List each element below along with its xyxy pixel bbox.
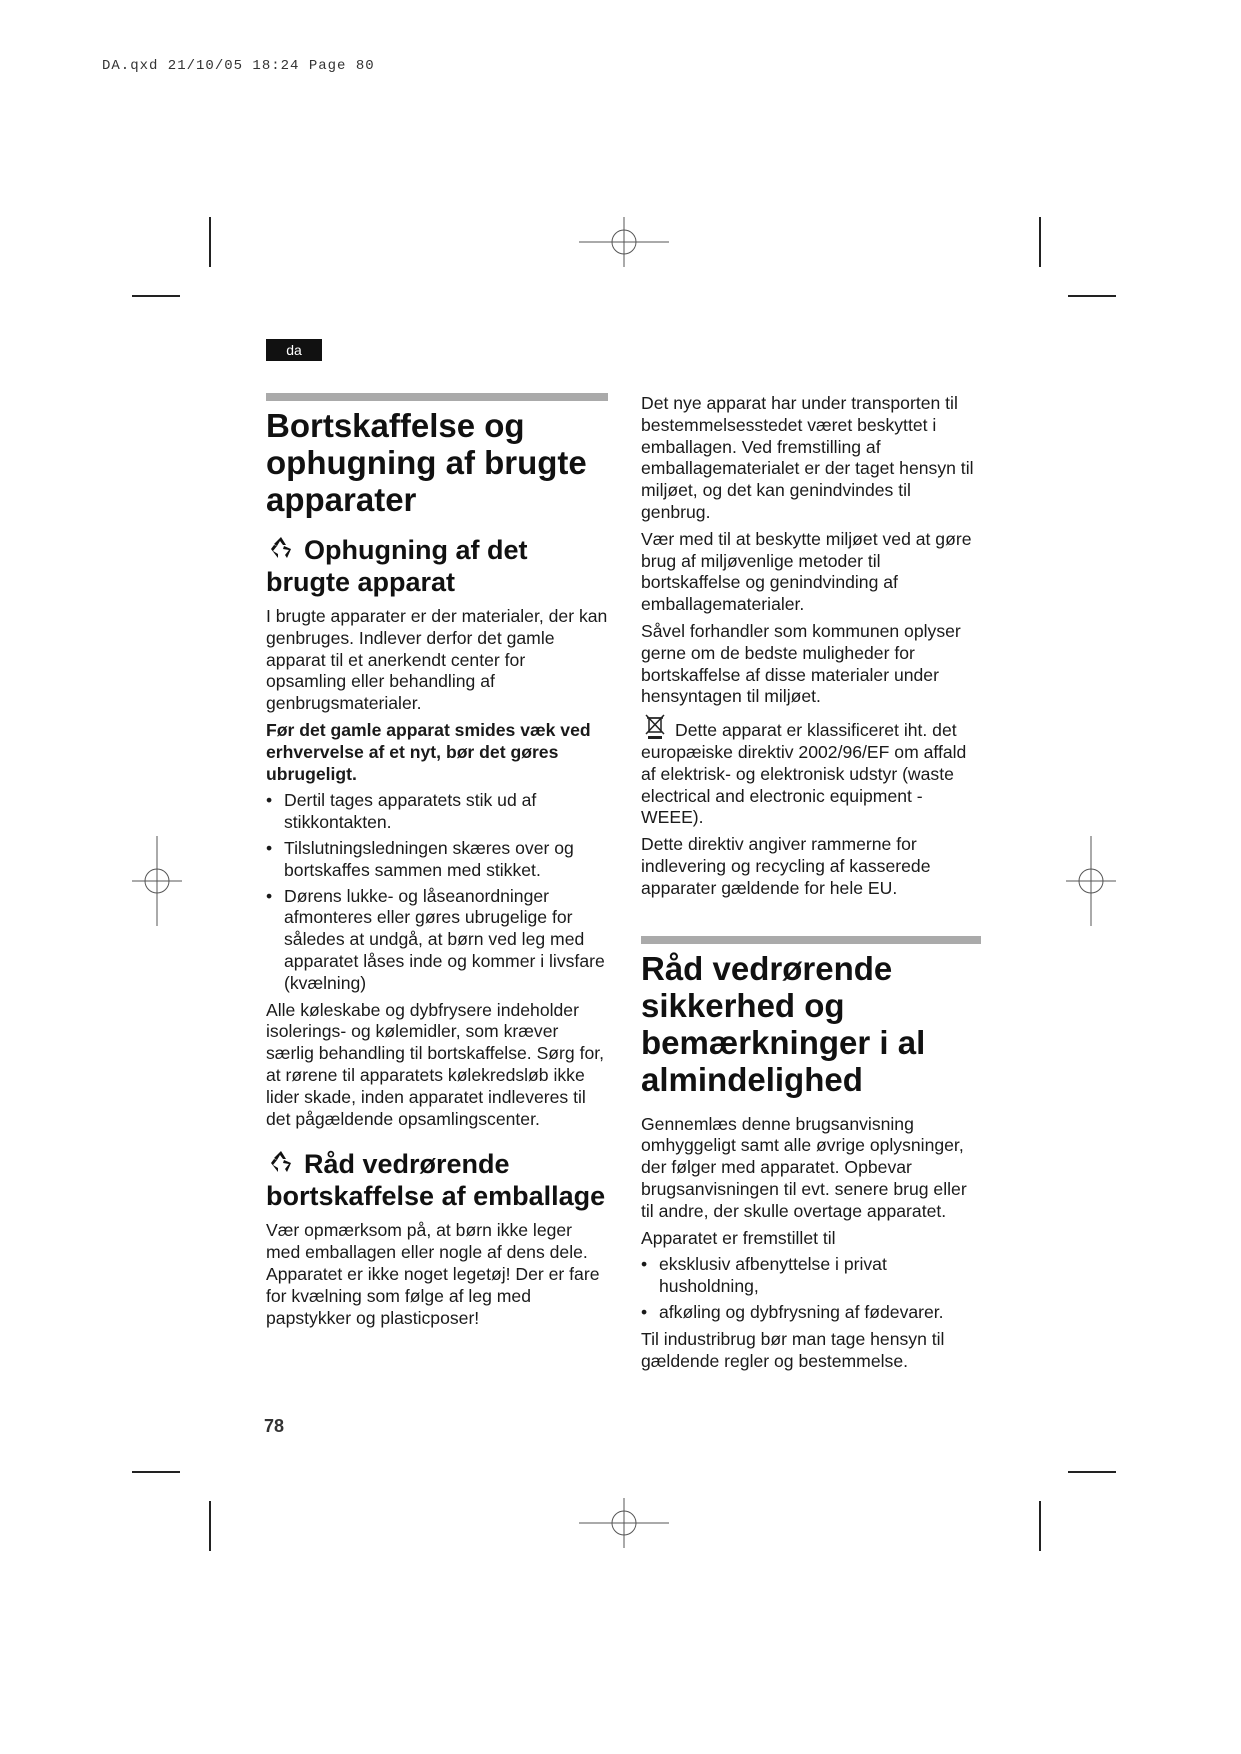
section-heading-text: Råd vedrørende bortskaffelse af emballage — [266, 1149, 606, 1212]
weee-bin-icon — [641, 713, 669, 739]
section-heading-text: Ophugning af det brugte apparat — [266, 535, 528, 597]
print-slug: DA.qxd 21/10/05 18:24 Page 80 — [102, 58, 375, 74]
paragraph: Dette direktiv angiver rammerne for indlevering og recycling af kasserede apparater gældende for hele EU. — [641, 834, 931, 898]
section-title-safety: Råd vedrørende sikkerhed og bemærkninger i al almindelighed — [641, 949, 926, 1098]
registration-mark-left — [112, 836, 202, 926]
language-tab: da — [266, 339, 322, 361]
bullet-list — [266, 790, 608, 994]
list-item: • afkøling og dybfrysning af fødevarer. — [641, 1301, 944, 1322]
right-column — [641, 393, 981, 1377]
paragraph: Såvel forhandler som kommunen oplyser gerne om de bedste muligheder for bortskaffelse af disse materialer under hensyntagen til miljøet. — [641, 620, 961, 707]
registration-mark-right — [1046, 836, 1136, 926]
paragraph: I brugte apparater er der materialer, der kan genbruges. Indlever derfor det gamle apparat til et anerkendt center for opsamling eller behandling af genbrugsmaterialer. — [266, 606, 608, 714]
registration-mark-bottom — [579, 1478, 669, 1568]
paragraph: Det nye apparat har under transporten til bestemmelsesstedet været beskyttet i emballagen. Ved fremstilling af emballagematerialet er der taget hensyn til miljøet, og det kan genindvindes til genbrug. — [641, 393, 974, 522]
recycle-icon — [266, 535, 296, 561]
list-item: • Dertil tages apparatets stik ud af stikkontakten. — [266, 790, 537, 833]
list-item: • Tilslutningsledningen skæres over og bortskaffes sammen med stikket. — [266, 837, 574, 880]
crop-mark — [209, 217, 211, 267]
list-item: • Dørens lukke- og låseanordninger afmonteres eller gøres ubrugelige for således at undgå, at børn ved leg med apparatet låses inde og kommer i livsfare (kvælning) — [266, 885, 605, 993]
crop-mark — [1039, 217, 1041, 267]
left-column — [266, 393, 608, 1334]
crop-mark — [1039, 1501, 1041, 1551]
paragraph: Apparatet er fremstillet til — [641, 1227, 836, 1248]
list-item: • eksklusiv afbenyttelse i privat husholdning, — [641, 1254, 887, 1297]
registration-mark-top — [579, 197, 669, 287]
section-heading-packaging — [266, 1148, 608, 1212]
paragraph: Til industribrug bør man tage hensyn til gældende regler og bestemmelse. — [641, 1328, 945, 1371]
bold-paragraph: Før det gamle apparat smides væk ved erhvervelse af et nyt, bør det gøres ubrugeligt. — [266, 719, 591, 784]
page-title: Bortskaffelse og ophugning af brugte apparater — [266, 407, 587, 518]
page-number: 78 — [264, 1416, 285, 1436]
crop-mark — [1068, 295, 1116, 297]
crop-mark — [1068, 1471, 1116, 1473]
paragraph: Vær med til at beskytte miljøet ved at gøre brug af miljøvenlige metoder til bortskaffelse og genindvinding af emballagematerialer. — [641, 528, 972, 615]
crop-mark — [132, 295, 180, 297]
weee-paragraph: Dette apparat er klassificeret iht. det europæiske direktiv 2002/96/EF om affald af elektrisk- og elektronisk udstyr (waste electrical and electronic equipment - WEEE). — [641, 713, 981, 829]
paragraph: Gennemlæs denne brugsanvisning omhyggeligt samt alle øvrige oplysninger, der følger med apparatet. Opbevar brugsanvisningen til evt. senere brug eller til andre, der skulle overtage apparatet. — [641, 1113, 967, 1221]
recycle-icon — [266, 1149, 296, 1175]
section-rule — [641, 936, 981, 944]
paragraph: Vær opmærksom på, at børn ikke leger med emballagen eller nogle af dens dele. Apparatet er ikke noget legetøj! Der er fare for kvælning som følge af leg med papstykker og plasticposer! — [266, 1220, 600, 1328]
section-heading-disposal — [266, 534, 608, 598]
paragraph: Alle køleskabe og dybfrysere indeholder isolerings- og kølemidler, som kræver særlig behandling til bortskaffelse. Sørg for, at rørene til apparatets kølekredsløb ikke lider skade, inden apparatet indleveres til det pågældende opsamlingscenter. — [266, 999, 605, 1129]
bullet-list — [641, 1254, 981, 1323]
crop-mark — [209, 1501, 211, 1551]
crop-mark — [132, 1471, 180, 1473]
section-rule — [266, 393, 608, 401]
